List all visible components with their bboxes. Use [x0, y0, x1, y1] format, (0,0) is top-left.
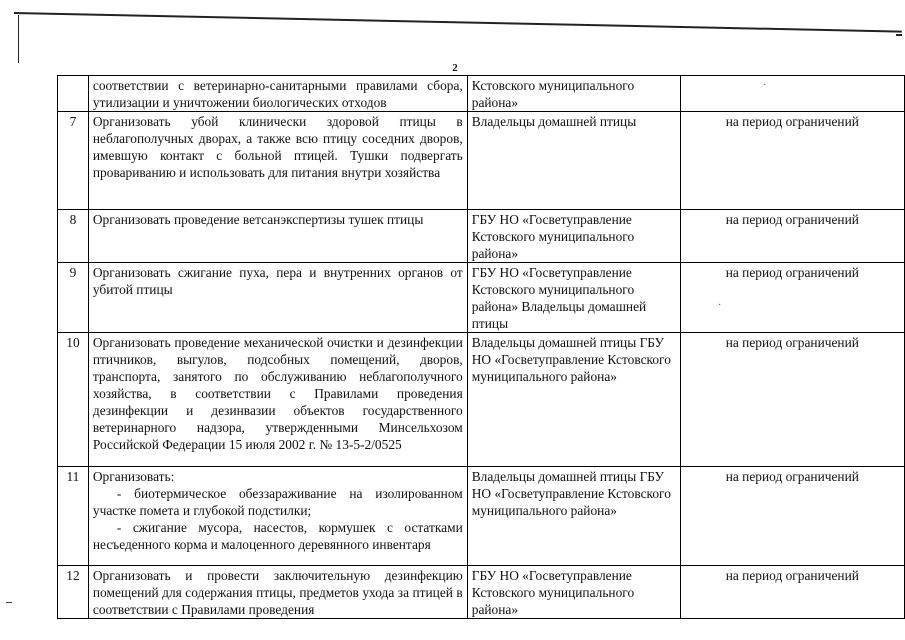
term-cell: на период ограничений — [680, 467, 904, 566]
table-row — [58, 112, 905, 210]
term-cell: на период ограничений — [680, 333, 904, 467]
row-number: 10 — [58, 333, 89, 467]
term-cell: на период ограничений — [680, 566, 904, 619]
scan-border-line-left — [18, 15, 19, 63]
table-row — [58, 76, 905, 112]
task-item: - сжигание мусора, насестов, кормушек с остатками несъеденного корма и малоценного деревянного инвентаря — [92, 520, 463, 552]
responsible-cell: Кстовского муниципального района» — [467, 76, 680, 112]
term-cell: на период ограничений — [680, 210, 904, 263]
task-cell: Организовать убой клинически здоровой птицы в неблагополучных дворах, а также всю птицу соседних дворов, имевшую контакт с больной птицей. Тушки подвергать провариванию и использовать для питания внутри хозяйства — [88, 112, 467, 210]
row-number: 9 — [58, 263, 89, 333]
responsible-cell: Владельцы домашней птицы ГБУ НО «Госветуправление Кстовского муниципального района» — [467, 467, 680, 566]
task-cell: Организовать проведение ветсанэкспертизы тушек птицы — [88, 210, 467, 263]
task-item: - биотермическое обеззараживание на изолированном участке помета и глубокой подстилки; — [92, 486, 463, 518]
table-row — [58, 566, 905, 619]
task-cell: Организовать и провести заключительную дезинфекцию помещений для содержания птицы, предметов ухода за птицей в соответствии с Правилами проведения — [88, 566, 467, 619]
row-number: 12 — [58, 566, 89, 619]
responsible-cell: ГБУ НО «Госветуправление Кстовского муниципального района» — [467, 210, 680, 263]
row-number: 7 — [58, 112, 89, 210]
task-intro: Организовать: — [92, 469, 175, 484]
term-cell — [680, 76, 904, 112]
term-cell: на период ограничений — [680, 263, 904, 333]
task-cell: Организовать сжигание пуха, пера и внутренних органов от убитой птицы — [88, 263, 467, 333]
table-row — [58, 263, 905, 333]
page-number: 2 — [452, 62, 458, 74]
term-cell: на период ограничений — [680, 112, 904, 210]
scan-mark-right — [896, 34, 902, 36]
responsible-cell: Владельцы домашней птицы — [467, 112, 680, 210]
table-row — [58, 210, 905, 263]
task-cell — [88, 467, 467, 566]
row-number: 11 — [58, 467, 89, 566]
scan-speck: · — [763, 80, 767, 91]
task-cell: соответствии с ветеринарно-санитарными правилами сбора, утилизации и уничтожении биологических отходов — [88, 76, 467, 112]
row-number — [58, 76, 89, 112]
scan-border-line-top — [14, 12, 902, 33]
table-row — [58, 333, 905, 467]
task-cell: Организовать проведение механической очистки и дезинфекции птичников, выгулов, подсобных помещений, дворов, транспорта, занятого по обслуживанию неблагополучного хозяйства, в соответствии с Правилами проведения дезинфекции и дезинвазии объектов государственного ветеринарного надзора, утвержденными Минсельхозом Российской Федерации 15 июля 2002 г. № 13-5-2/0525 — [88, 333, 467, 467]
measures-table — [57, 75, 905, 619]
responsible-cell: ГБУ НО «Госветуправление Кстовского муниципального района» — [467, 566, 680, 619]
row-number: 8 — [58, 210, 89, 263]
scan-tick-left — [6, 602, 12, 603]
responsible-cell: ГБУ НО «Госветуправление Кстовского муниципального района» Владельцы домашней птицы — [467, 263, 680, 333]
table-row — [58, 467, 905, 566]
scan-speck: · — [718, 300, 722, 311]
responsible-cell: Владельцы домашней птицы ГБУ НО «Госветуправление Кстовского муниципального района» — [467, 333, 680, 467]
